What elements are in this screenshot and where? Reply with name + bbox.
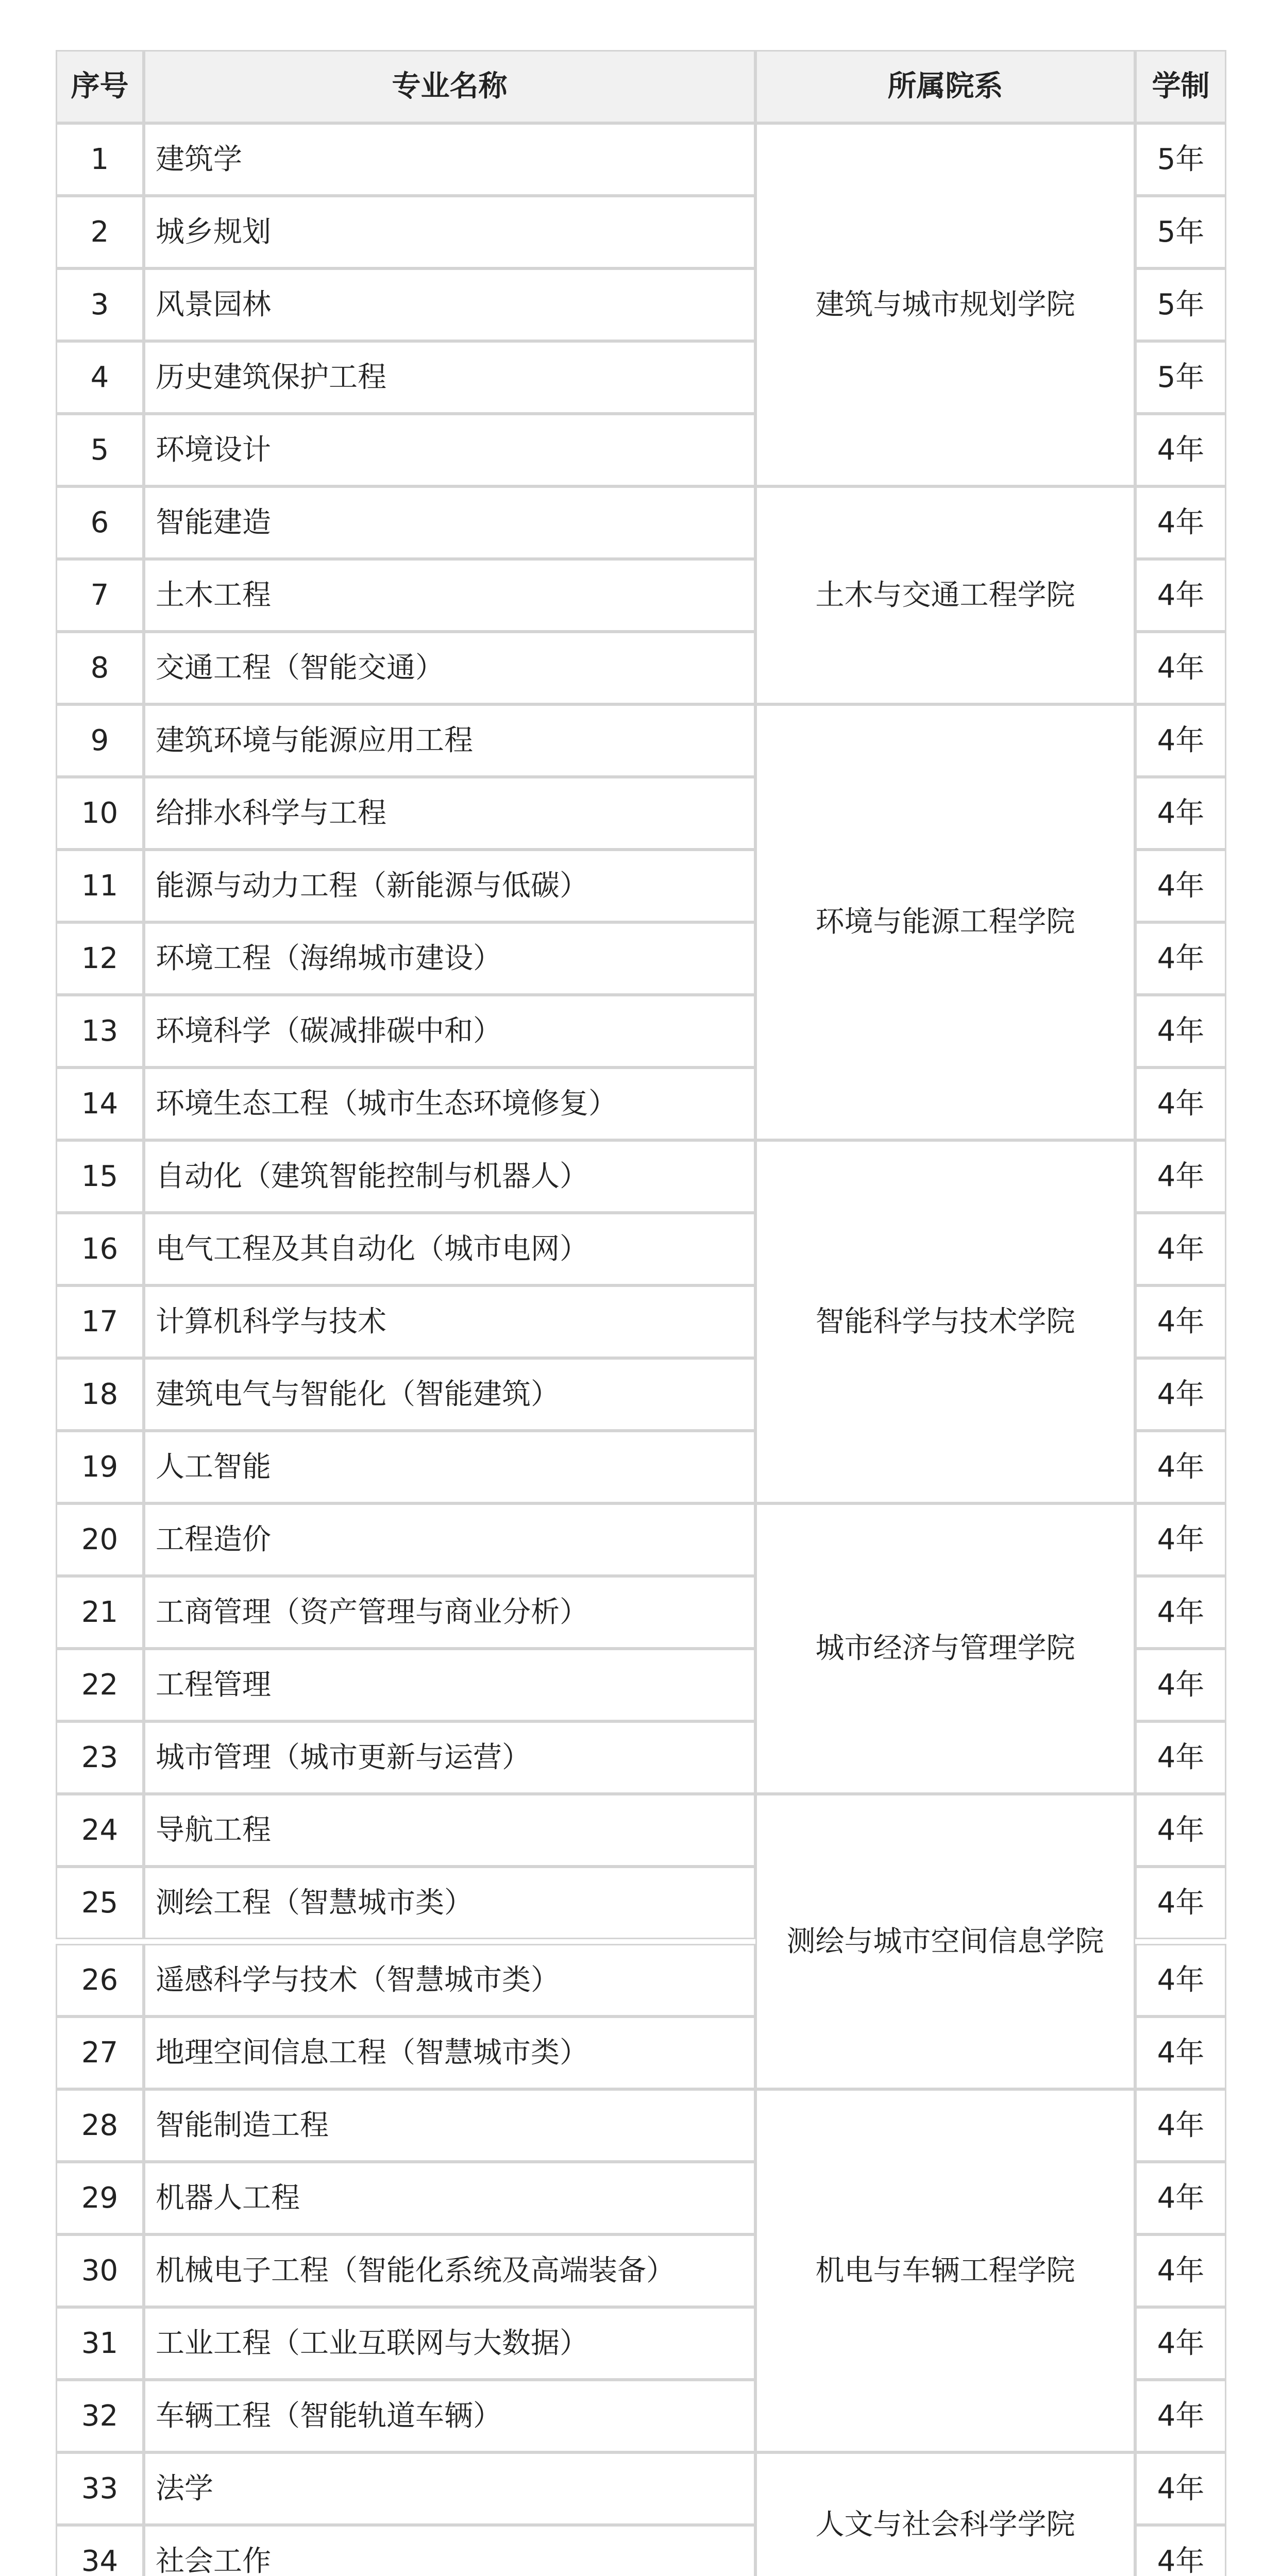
row-duration: 4年 xyxy=(1135,1944,1226,2016)
row-major: 建筑学 xyxy=(144,123,755,196)
row-duration: 4年 xyxy=(1135,2307,1226,2380)
row-duration: 5年 xyxy=(1135,123,1226,196)
header-index: 序号 xyxy=(56,50,144,123)
row-major: 给排水科学与工程 xyxy=(144,777,755,850)
row-duration: 4年 xyxy=(1135,1213,1226,1285)
row-index: 16 xyxy=(56,1213,144,1285)
college-cell: 建筑与城市规划学院 xyxy=(755,123,1135,486)
header-college: 所属院系 xyxy=(755,50,1135,123)
row-duration: 4年 xyxy=(1135,1721,1226,1794)
row-duration: 4年 xyxy=(1135,2234,1226,2307)
row-major: 历史建筑保护工程 xyxy=(144,341,755,414)
row-index: 31 xyxy=(56,2307,144,2380)
row-major: 工程造价 xyxy=(144,1503,755,1576)
row-duration: 4年 xyxy=(1135,486,1226,559)
row-index: 9 xyxy=(56,704,144,777)
row-index: 19 xyxy=(56,1431,144,1503)
row-major: 能源与动力工程（新能源与低碳） xyxy=(144,850,755,922)
header-major: 专业名称 xyxy=(144,50,755,123)
row-index: 18 xyxy=(56,1358,144,1431)
row-duration: 4年 xyxy=(1135,2380,1226,2452)
row-major: 工商管理（资产管理与商业分析） xyxy=(144,1576,755,1649)
header-duration: 学制 xyxy=(1135,50,1226,123)
row-duration: 4年 xyxy=(1135,2452,1226,2525)
row-index: 3 xyxy=(56,268,144,341)
row-duration: 4年 xyxy=(1135,922,1226,995)
row-major: 人工智能 xyxy=(144,1431,755,1503)
row-index: 10 xyxy=(56,777,144,850)
row-major: 城乡规划 xyxy=(144,196,755,268)
row-index: 33 xyxy=(56,2452,144,2525)
row-major: 自动化（建筑智能控制与机器人） xyxy=(144,1140,755,1213)
row-index: 26 xyxy=(56,1944,144,2016)
row-duration: 4年 xyxy=(1135,1576,1226,1649)
row-duration: 4年 xyxy=(1135,414,1226,486)
row-duration: 4年 xyxy=(1135,1867,1226,1939)
row-index: 7 xyxy=(56,559,144,632)
row-major: 机器人工程 xyxy=(144,2162,755,2234)
row-duration: 4年 xyxy=(1135,1503,1226,1576)
row-index: 28 xyxy=(56,2089,144,2162)
row-major: 遥感科学与技术（智慧城市类） xyxy=(144,1944,755,2016)
row-index: 34 xyxy=(56,2525,144,2576)
row-index: 30 xyxy=(56,2234,144,2307)
college-cell: 测绘与城市空间信息学院 xyxy=(755,1794,1135,2089)
row-index: 29 xyxy=(56,2162,144,2234)
row-major: 智能制造工程 xyxy=(144,2089,755,2162)
row-index: 14 xyxy=(56,1067,144,1140)
row-major: 环境工程（海绵城市建设） xyxy=(144,922,755,995)
row-index: 11 xyxy=(56,850,144,922)
row-index: 23 xyxy=(56,1721,144,1794)
row-duration: 4年 xyxy=(1135,2162,1226,2234)
row-major: 工业工程（工业互联网与大数据） xyxy=(144,2307,755,2380)
row-index: 5 xyxy=(56,414,144,486)
row-major: 法学 xyxy=(144,2452,755,2525)
college-cell: 机电与车辆工程学院 xyxy=(755,2089,1135,2452)
row-duration: 4年 xyxy=(1135,632,1226,704)
row-index: 21 xyxy=(56,1576,144,1649)
row-index: 12 xyxy=(56,922,144,995)
row-major: 环境设计 xyxy=(144,414,755,486)
row-duration: 4年 xyxy=(1135,1794,1226,1867)
row-major: 车辆工程（智能轨道车辆） xyxy=(144,2380,755,2452)
row-index: 4 xyxy=(56,341,144,414)
row-duration: 4年 xyxy=(1135,2016,1226,2089)
row-index: 25 xyxy=(56,1867,144,1939)
row-index: 6 xyxy=(56,486,144,559)
row-duration: 4年 xyxy=(1135,1140,1226,1213)
row-duration: 4年 xyxy=(1135,1649,1226,1721)
row-major: 工程管理 xyxy=(144,1649,755,1721)
row-major: 机械电子工程（智能化系统及高端装备） xyxy=(144,2234,755,2307)
row-duration: 4年 xyxy=(1135,704,1226,777)
row-major: 环境生态工程（城市生态环境修复） xyxy=(144,1067,755,1140)
row-duration: 4年 xyxy=(1135,850,1226,922)
college-cell: 城市经济与管理学院 xyxy=(755,1503,1135,1794)
row-index: 8 xyxy=(56,632,144,704)
row-duration: 4年 xyxy=(1135,559,1226,632)
row-major: 社会工作 xyxy=(144,2525,755,2576)
row-duration: 4年 xyxy=(1135,995,1226,1067)
row-major: 交通工程（智能交通） xyxy=(144,632,755,704)
row-index: 20 xyxy=(56,1503,144,1576)
row-duration: 5年 xyxy=(1135,268,1226,341)
row-major: 土木工程 xyxy=(144,559,755,632)
row-index: 1 xyxy=(56,123,144,196)
row-duration: 4年 xyxy=(1135,1067,1226,1140)
row-index: 32 xyxy=(56,2380,144,2452)
row-major: 环境科学（碳减排碳中和） xyxy=(144,995,755,1067)
row-index: 24 xyxy=(56,1794,144,1867)
row-duration: 4年 xyxy=(1135,2089,1226,2162)
row-duration: 4年 xyxy=(1135,1358,1226,1431)
row-major: 导航工程 xyxy=(144,1794,755,1867)
row-major: 电气工程及其自动化（城市电网） xyxy=(144,1213,755,1285)
row-major: 建筑环境与能源应用工程 xyxy=(144,704,755,777)
college-cell: 人文与社会科学学院 xyxy=(755,2452,1135,2576)
row-index: 27 xyxy=(56,2016,144,2089)
row-major: 计算机科学与技术 xyxy=(144,1285,755,1358)
row-index: 15 xyxy=(56,1140,144,1213)
row-duration: 5年 xyxy=(1135,196,1226,268)
row-major: 智能建造 xyxy=(144,486,755,559)
row-major: 地理空间信息工程（智慧城市类） xyxy=(144,2016,755,2089)
row-major: 城市管理（城市更新与运营） xyxy=(144,1721,755,1794)
college-cell: 智能科学与技术学院 xyxy=(755,1140,1135,1503)
row-index: 13 xyxy=(56,995,144,1067)
row-duration: 4年 xyxy=(1135,777,1226,850)
row-index: 22 xyxy=(56,1649,144,1721)
row-duration: 5年 xyxy=(1135,341,1226,414)
row-index: 17 xyxy=(56,1285,144,1358)
row-major: 测绘工程（智慧城市类） xyxy=(144,1867,755,1939)
row-duration: 4年 xyxy=(1135,1285,1226,1358)
row-major: 建筑电气与智能化（智能建筑） xyxy=(144,1358,755,1431)
row-index: 2 xyxy=(56,196,144,268)
row-duration: 4年 xyxy=(1135,2525,1226,2576)
row-duration: 4年 xyxy=(1135,1431,1226,1503)
row-major: 风景园林 xyxy=(144,268,755,341)
college-cell: 环境与能源工程学院 xyxy=(755,704,1135,1140)
college-cell: 土木与交通工程学院 xyxy=(755,486,1135,704)
